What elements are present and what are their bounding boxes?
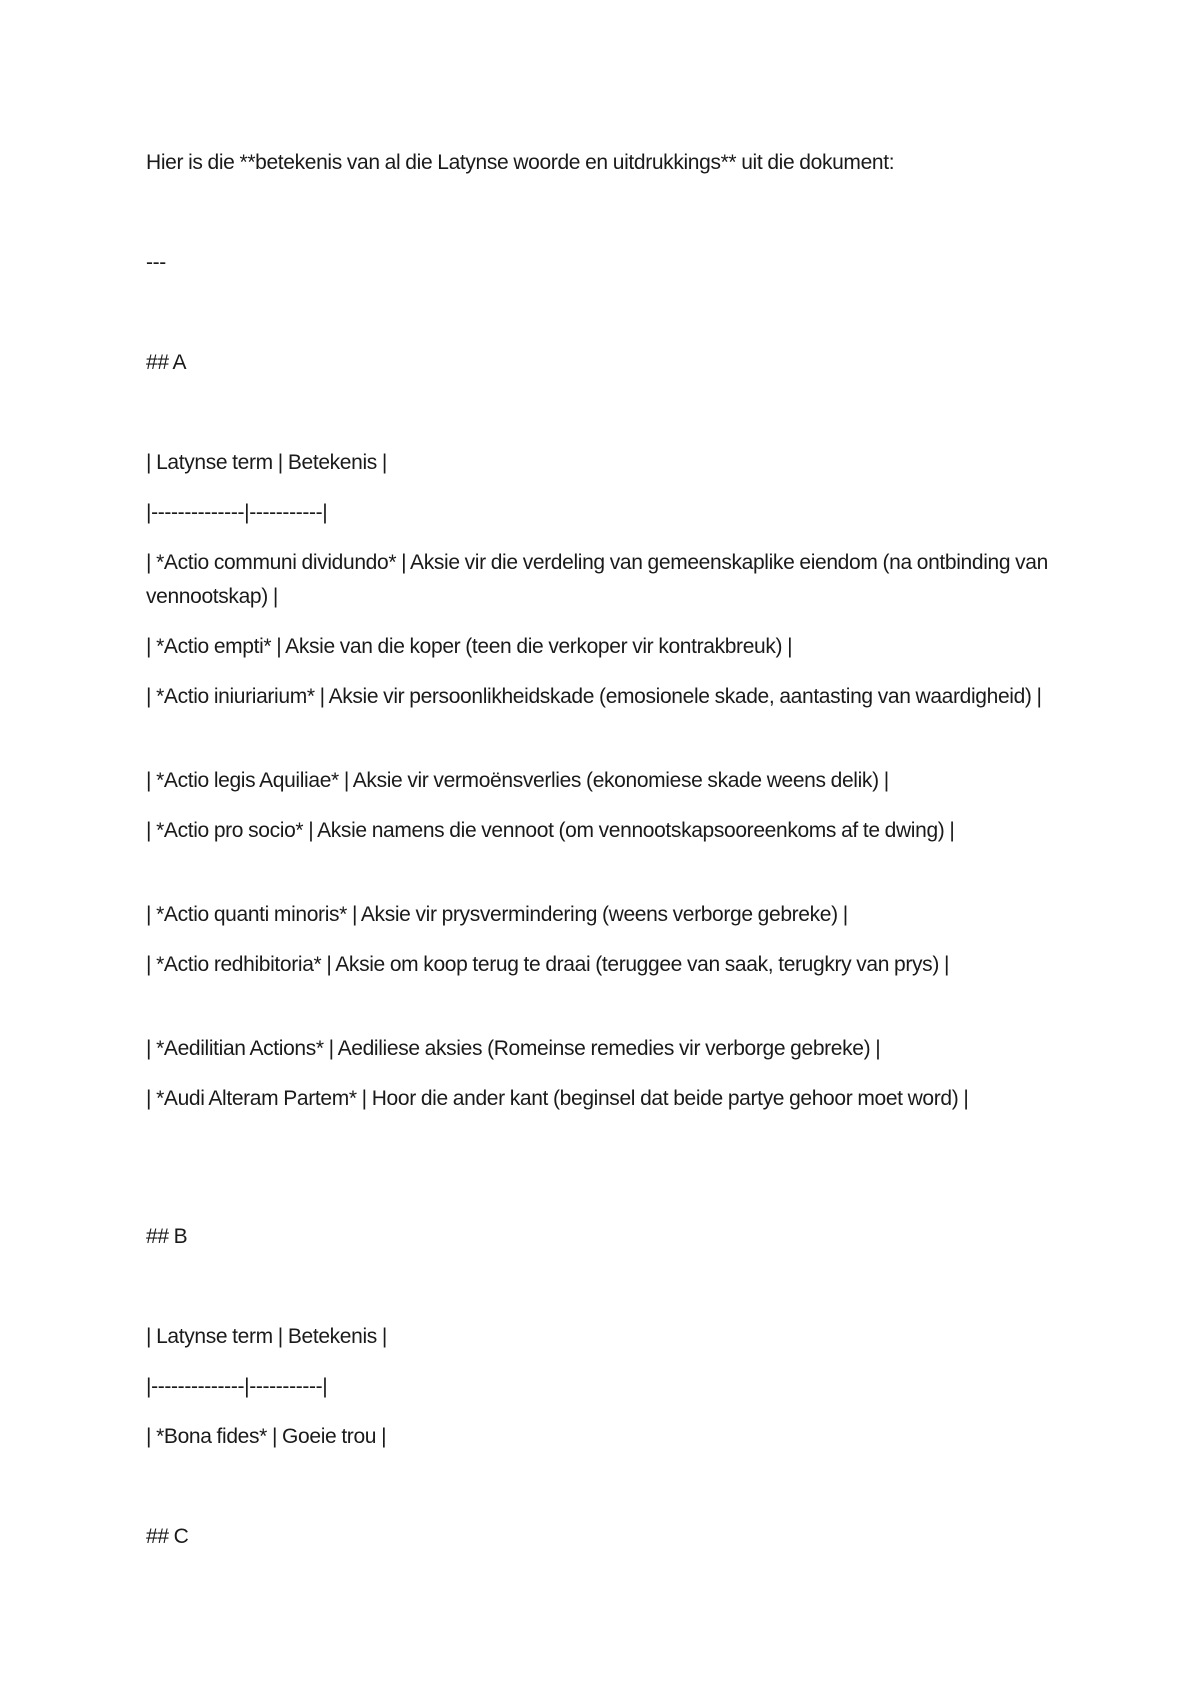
table-row: | *Actio legis Aquiliae* | Aksie vir vermoënsverlies (ekonomiese skade weens delik) |: [146, 769, 889, 792]
table-row: | *Audi Alteram Partem* | Hoor die ander kant (beginsel dat beide partye gehoor moet word) |: [146, 1087, 969, 1110]
table-row: | *Actio quanti minoris* | Aksie vir prysvermindering (weens verborge gebreke) |: [146, 903, 848, 926]
section-heading-c: ## C: [146, 1525, 189, 1548]
table-row: | *Actio communi dividundo* | Aksie vir die verdeling van gemeenskaplike eiendom (na ontbinding van vennootskap) |: [146, 551, 1048, 608]
section-heading-a: ## A: [146, 351, 187, 374]
section-heading-b: ## B: [146, 1225, 188, 1248]
table-row: | *Bona fides* | Goeie trou |: [146, 1425, 387, 1448]
table-header-row: | Latynse term | Betekenis |: [146, 451, 388, 474]
intro-paragraph: Hier is die **betekenis van al die Latynse woorde en uitdrukkings** uit die dokument:: [146, 151, 895, 174]
table-row: | *Actio empti* | Aksie van die koper (teen die verkoper vir kontrakbreuk) |: [146, 635, 793, 658]
horizontal-rule: ---: [146, 251, 166, 274]
table-divider-row: |--------------|-----------|: [146, 1375, 328, 1398]
table-divider-row: |--------------|-----------|: [146, 501, 328, 524]
table-row: | *Aedilitian Actions* | Aediliese aksies (Romeinse remedies vir verborge gebreke) |: [146, 1037, 881, 1060]
table-header-row: | Latynse term | Betekenis |: [146, 1325, 388, 1348]
table-row: | *Actio redhibitoria* | Aksie om koop terug te draai (teruggee van saak, terugkry van prys) |: [146, 953, 950, 976]
table-row: | *Actio iniuriarium* | Aksie vir persoonlikheidskade (emosionele skade, aantasting van waardigheid) |: [146, 685, 1042, 708]
table-row: | *Actio pro socio* | Aksie namens die vennoot (om vennootskapsooreenkoms af te dwing) |: [146, 819, 955, 842]
